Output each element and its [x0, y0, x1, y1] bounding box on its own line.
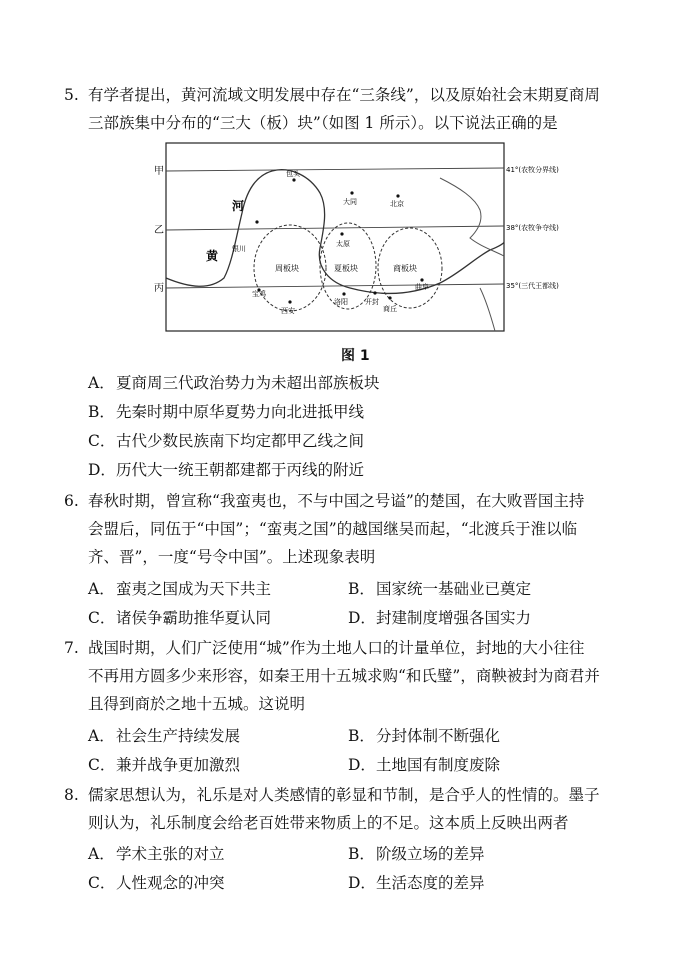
option-d[interactable]: D．历代大一统王朝都建都于丙线的附近 [88, 461, 365, 479]
river-label-he: 河 [232, 199, 245, 213]
question-stem: 春秋时期，曾宣称“我蛮夷也，不与中国之号谥”的楚国，在大败晋国主持 会盟后，同伍于“中国”；“蛮夷之国”的越国继吴而起，“北渡兵于淮以临 齐、晋”，一度“号令中国”。上述现象表明 [88, 492, 585, 566]
figure-caption: 图 1 [341, 348, 370, 364]
zhou-block-label: 周板块 [275, 264, 299, 273]
option-a[interactable]: A．蛮夷之国成为天下共主 [88, 580, 272, 598]
river-label-huang: 黄 [206, 249, 219, 263]
city-label: 宝鸡 [252, 290, 266, 298]
option-b[interactable]: B．分封体制不断强化 [348, 727, 501, 745]
line-label-jia: 甲 [154, 166, 164, 177]
city-label: 银川 [232, 245, 246, 253]
line-label-yi: 乙 [154, 225, 164, 236]
option-d[interactable]: D．土地国有制度废除 [348, 756, 501, 774]
option-b[interactable]: B．先秦时期中原华夏势力向北进抵甲线 [88, 403, 365, 421]
city-label: 商丘 [383, 305, 397, 313]
option-a[interactable]: A．社会生产持续发展 [88, 727, 241, 745]
option-a[interactable]: A．夏商周三代政治势力为未超出部族板块 [88, 374, 380, 392]
city-label: 太原 [336, 240, 350, 248]
question-number: 6. [64, 492, 79, 510]
line-label-bing: 丙 [154, 283, 164, 294]
option-c[interactable]: C．人性观念的冲突 [88, 874, 225, 892]
option-d[interactable]: D．封建制度增强各国实力 [348, 609, 532, 627]
question-stem: 战国时期，人们广泛使用“城”作为土地人口的计量单位，封地的大小往往 不再用方圆多少来形容，如秦王用十五城求购“和氏璧”，商鞅被封为商君并 且得到商於之地十五城。这说明 [88, 639, 600, 713]
question-number: 8. [64, 786, 79, 804]
xia-block-label: 夏板块 [334, 264, 358, 273]
line-desc-jia: 41°(农牧分界线) [506, 166, 559, 174]
city-label: 西安 [281, 307, 295, 315]
city-label: 包头 [286, 170, 300, 178]
map-figure [140, 138, 580, 338]
option-b[interactable]: B．国家统一基础业已奠定 [348, 580, 532, 598]
question-number: 5. [64, 86, 79, 104]
city-label: 大同 [343, 198, 357, 206]
option-a[interactable]: A．学术主张的对立 [88, 845, 225, 863]
option-d[interactable]: D．生活态度的差异 [348, 874, 485, 892]
option-c[interactable]: C．古代少数民族南下均定都甲乙线之间 [88, 432, 365, 450]
city-label: 北京 [390, 200, 404, 208]
city-label: 曲阜 [415, 283, 429, 291]
option-c[interactable]: C．诸侯争霸助推华夏认同 [88, 609, 272, 627]
line-desc-yi: 38°(农牧争夺线) [506, 224, 559, 232]
question-stem: 儒家思想认为，礼乐是对人类感情的彰显和节制，是合乎人的性情的。墨子 则认为，礼乐制度会给老百姓带来物质上的不足。这本质上反映出两者 [88, 786, 600, 832]
shang-block-label: 商板块 [393, 264, 417, 273]
option-c[interactable]: C．兼并战争更加激烈 [88, 756, 241, 774]
city-label: 洛阳 [334, 298, 348, 306]
option-b[interactable]: B．阶级立场的差异 [348, 845, 485, 863]
question-stem: 有学者提出，黄河流域文明发展中存在“三条线”，以及原始社会末期夏商周 三部族集中分布的“三大（板）块”（如图 1 所示）。以下说法正确的是 [88, 86, 600, 132]
city-label: 开封 [365, 298, 379, 306]
question-number: 7. [64, 639, 79, 657]
line-desc-bing: 35°(三代王都线) [506, 282, 559, 290]
